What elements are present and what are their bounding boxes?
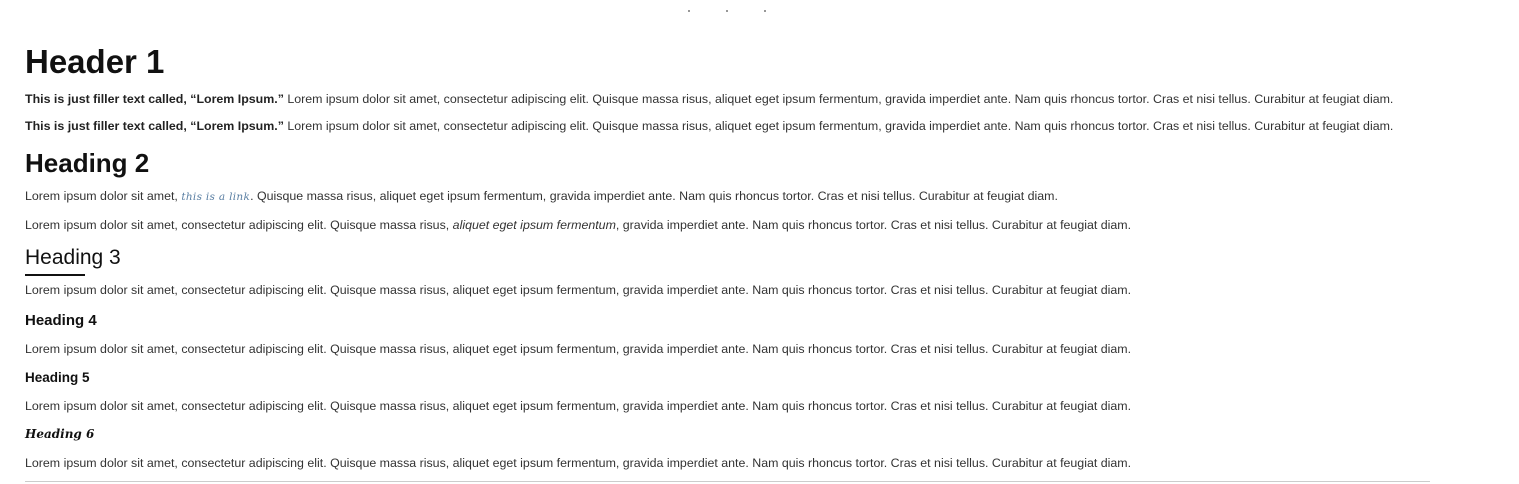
- heading-3-underline: [25, 274, 85, 276]
- intro-text: Lorem ipsum dolor sit amet, consectetur adipiscing elit. Quisque massa risus, aliquet eget ipsum fermentum, gravida imperdiet ante. Nam quis rhoncus tortor. Cras et nisi tellus. Curabitur at feugiat diam.: [283, 119, 1394, 133]
- intro-paragraph: [25, 91, 1393, 107]
- intro-text: Lorem ipsum dolor sit amet, consectetur adipiscing elit. Quisque massa risus, aliquet eget ipsum fermentum, gravida imperdiet ante. Nam quis rhoncus tortor. Cras et nisi tellus. Curabitur at feugiat diam.: [283, 92, 1394, 106]
- body-paragraph: Lorem ipsum dolor sit amet, consectetur adipiscing elit. Quisque massa risus, aliquet eget ipsum fermentum, gravida imperdiet ante. Nam quis rhoncus tortor. Cras et nisi tellus. Curabitur at feugiat diam.: [25, 456, 1132, 470]
- intro-bold-lead: This is just filler text called, “Lorem Ipsum.”: [25, 92, 284, 106]
- italic-text: aliquet eget ipsum fermentum: [452, 218, 616, 232]
- body-paragraph: Lorem ipsum dolor sit amet, consectetur adipiscing elit. Quisque massa risus, aliquet eget ipsum fermentum, gravida imperdiet ante. Nam quis rhoncus tortor. Cras et nisi tellus. Curabitur at feugiat diam.: [25, 342, 1132, 356]
- dot: [764, 10, 766, 12]
- heading-2: Heading 2: [25, 148, 150, 178]
- dot: [726, 10, 728, 12]
- heading-6: Heading 6: [25, 427, 95, 441]
- dot: [688, 10, 690, 12]
- link-paragraph-before: Lorem ipsum dolor sit amet,: [25, 189, 182, 203]
- heading-3: Heading 3: [25, 246, 121, 269]
- italic-paragraph: [25, 217, 1131, 233]
- body-paragraph: Lorem ipsum dolor sit amet, consectetur adipiscing elit. Quisque massa risus, aliquet eget ipsum fermentum, gravida imperdiet ante. Nam quis rhoncus tortor. Cras et nisi tellus. Curabitur at feugiat diam.: [25, 283, 1132, 297]
- horizontal-divider: [25, 481, 1430, 482]
- heading-5: Heading 5: [25, 370, 90, 385]
- top-decoration-dots: [688, 10, 768, 14]
- intro-bold-lead: This is just filler text called, “Lorem Ipsum.”: [25, 119, 284, 133]
- italic-paragraph-before: Lorem ipsum dolor sit amet, consectetur adipiscing elit. Quisque massa risus,: [25, 218, 453, 232]
- heading-4: Heading 4: [25, 312, 97, 329]
- intro-paragraph: [25, 118, 1393, 134]
- italic-paragraph-after: , gravida imperdiet ante. Nam quis rhoncus tortor. Cras et nisi tellus. Curabitur at feugiat diam.: [615, 218, 1132, 232]
- body-paragraph: Lorem ipsum dolor sit amet, consectetur adipiscing elit. Quisque massa risus, aliquet eget ipsum fermentum, gravida imperdiet ante. Nam quis rhoncus tortor. Cras et nisi tellus. Curabitur at feugiat diam.: [25, 399, 1132, 413]
- link-paragraph-after: . Quisque massa risus, aliquet eget ipsum fermentum, gravida imperdiet ante. Nam quis rhoncus tortor. Cras et nisi tellus. Curabitur at feugiat diam.: [250, 189, 1058, 203]
- link-paragraph: [25, 188, 1058, 205]
- inline-link[interactable]: this is a link: [181, 191, 251, 203]
- heading-1: Header 1: [25, 43, 165, 80]
